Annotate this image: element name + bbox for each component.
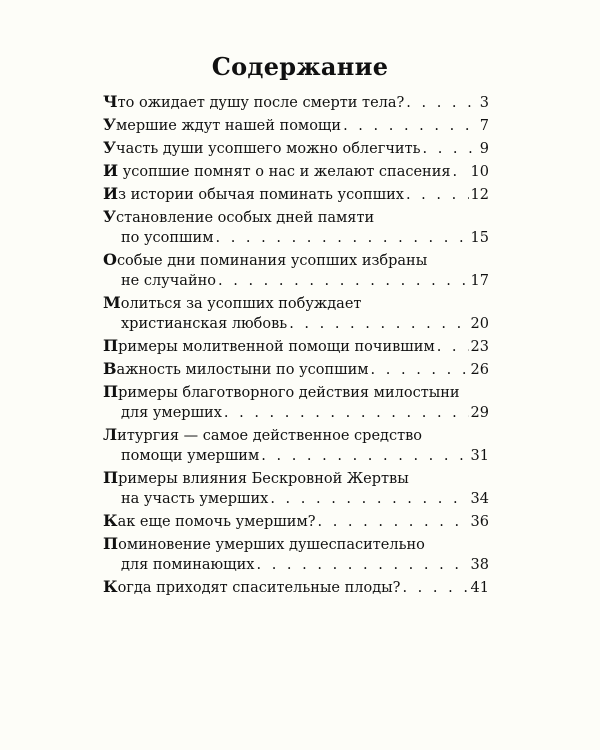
toc-entry-title-continued	[103, 489, 489, 509]
toc-entry	[103, 250, 489, 291]
dot-leader	[289, 314, 468, 334]
toc-entry-text: Молиться за усопших побуждает	[103, 293, 362, 312]
toc-entry-text: Примеры благотворного действия милостыни	[103, 382, 460, 401]
toc-entry-text: Установление особых дней памяти	[103, 207, 375, 226]
toc-entry-title	[103, 359, 489, 380]
dot-leader	[437, 337, 469, 357]
toc-entry	[103, 161, 489, 182]
initial-letter: П	[103, 336, 119, 355]
toc-page-number: 23	[470, 339, 489, 355]
dot-leader	[406, 93, 477, 113]
toc-entry-title	[103, 293, 489, 314]
toc-page-number: 34	[470, 491, 489, 507]
toc-entry	[103, 468, 489, 509]
toc-entry-text: Поминовение умерших душеспасительно	[103, 534, 425, 553]
toc-page-number: 12	[470, 187, 489, 203]
toc-page-number: 15	[470, 230, 489, 246]
dot-leader	[224, 403, 469, 423]
dot-leader	[218, 271, 469, 291]
initial-letter: М	[103, 293, 121, 312]
dot-leader	[343, 116, 478, 136]
toc-entry-text: Когда приходят спасительные плоды?	[103, 577, 401, 596]
toc-entry	[103, 293, 489, 334]
toc-entry	[103, 138, 489, 159]
toc-page-number: 3	[479, 95, 489, 111]
dot-leader	[371, 360, 469, 380]
toc-entry-text: для умерших	[121, 405, 222, 421]
toc-page-number: 36	[470, 514, 489, 530]
toc-entry-title	[103, 336, 489, 357]
toc-page-number: 26	[470, 362, 489, 378]
toc-entry-text: христианская любовь	[121, 316, 288, 332]
initial-letter: Ч	[103, 92, 118, 111]
initial-letter: У	[103, 115, 116, 134]
dot-leader	[422, 139, 477, 159]
initial-letter: Л	[103, 425, 118, 444]
dot-leader	[257, 555, 469, 575]
toc-entry	[103, 184, 489, 205]
initial-letter: О	[103, 250, 117, 269]
toc-entry-title	[103, 207, 489, 228]
toc-entry-text: Примеры влияния Бескровной Жертвы	[103, 468, 409, 487]
toc-entry-text: Литургия — самое действенное средство	[103, 425, 423, 444]
toc-entry-title-continued	[103, 446, 489, 466]
toc-entry-text: Умершие ждут нашей помощи	[103, 115, 342, 134]
dot-leader	[318, 512, 469, 532]
toc-entry-title	[103, 184, 489, 205]
toc-entry-title	[103, 511, 489, 532]
toc-entry-text: Что ожидает душу после смерти тела?	[103, 92, 405, 111]
toc-page-number: 41	[470, 580, 489, 596]
initial-letter: К	[103, 511, 118, 530]
toc-entry-text: для поминающих	[121, 557, 255, 573]
toc-entry-text: И усопшие помнят о нас и желают спасения	[103, 161, 451, 180]
dot-leader	[402, 578, 468, 598]
toc-page-number: 20	[470, 316, 489, 332]
toc-entry-title-continued	[103, 555, 489, 575]
toc-entry	[103, 92, 489, 113]
page-title: Содержание	[211, 52, 389, 81]
dot-leader	[406, 185, 469, 205]
toc-entry	[103, 425, 489, 466]
initial-letter: К	[103, 577, 118, 596]
toc-entry-text: Участь души усопшего можно облегчить	[103, 138, 421, 157]
toc-entry-title	[103, 468, 489, 489]
dot-leader	[261, 446, 468, 466]
toc-page-number: 29	[470, 405, 489, 421]
toc-entry-title	[103, 534, 489, 555]
toc-entry-text: по усопшим	[121, 230, 214, 246]
toc-entry-text: помощи умершим	[121, 448, 260, 464]
toc-entry-title	[103, 138, 489, 159]
toc-entry	[103, 359, 489, 380]
dot-leader	[215, 228, 468, 248]
toc-entry-text: Примеры молитвенной помощи почившим	[103, 336, 435, 355]
toc-page-number: 31	[470, 448, 489, 464]
toc-entry-title-continued	[103, 314, 489, 334]
toc-entry-text: не случайно	[121, 273, 217, 289]
toc-page-number: 7	[479, 118, 489, 134]
dot-leader	[270, 489, 468, 509]
toc-entry	[103, 577, 489, 598]
toc-entry-title	[103, 382, 489, 403]
toc-page-number: 38	[470, 557, 489, 573]
initial-letter: И	[103, 161, 119, 180]
toc-entry-title	[103, 425, 489, 446]
toc-entry-text: Из истории обычая поминать усопших	[103, 184, 404, 203]
toc-entry-text: на участь умерших	[121, 491, 269, 507]
toc-entry-title-continued	[103, 403, 489, 423]
toc-entry-title-continued	[103, 228, 489, 248]
toc-entry-title	[103, 115, 489, 136]
toc-page-number: 9	[479, 141, 489, 157]
initial-letter: У	[103, 138, 116, 157]
toc-entry-text: Важность милостыни по усопшим	[103, 359, 369, 378]
toc-entry-text: Как еще помочь умершим?	[103, 511, 316, 530]
toc-entry	[103, 382, 489, 423]
initial-letter: И	[103, 184, 119, 203]
toc-entry	[103, 534, 489, 575]
initial-letter: П	[103, 468, 119, 487]
toc-entry	[103, 336, 489, 357]
toc-entry	[103, 207, 489, 248]
initial-letter: П	[103, 534, 119, 553]
toc-entry-title	[103, 250, 489, 271]
dot-leader	[453, 162, 469, 182]
toc-entry-title	[103, 161, 489, 182]
toc-page-number: 10	[470, 164, 489, 180]
toc-page-number: 17	[470, 273, 489, 289]
initial-letter: У	[103, 207, 116, 226]
toc-entry-title	[103, 92, 489, 113]
toc-entry	[103, 511, 489, 532]
toc-entry-title-continued	[103, 271, 489, 291]
toc-entry-text: Особые дни поминания усопших избраны	[103, 250, 428, 269]
initial-letter: В	[103, 359, 117, 378]
toc-entry-title	[103, 577, 489, 598]
table-of-contents	[103, 92, 489, 600]
initial-letter: П	[103, 382, 119, 401]
toc-entry	[103, 115, 489, 136]
